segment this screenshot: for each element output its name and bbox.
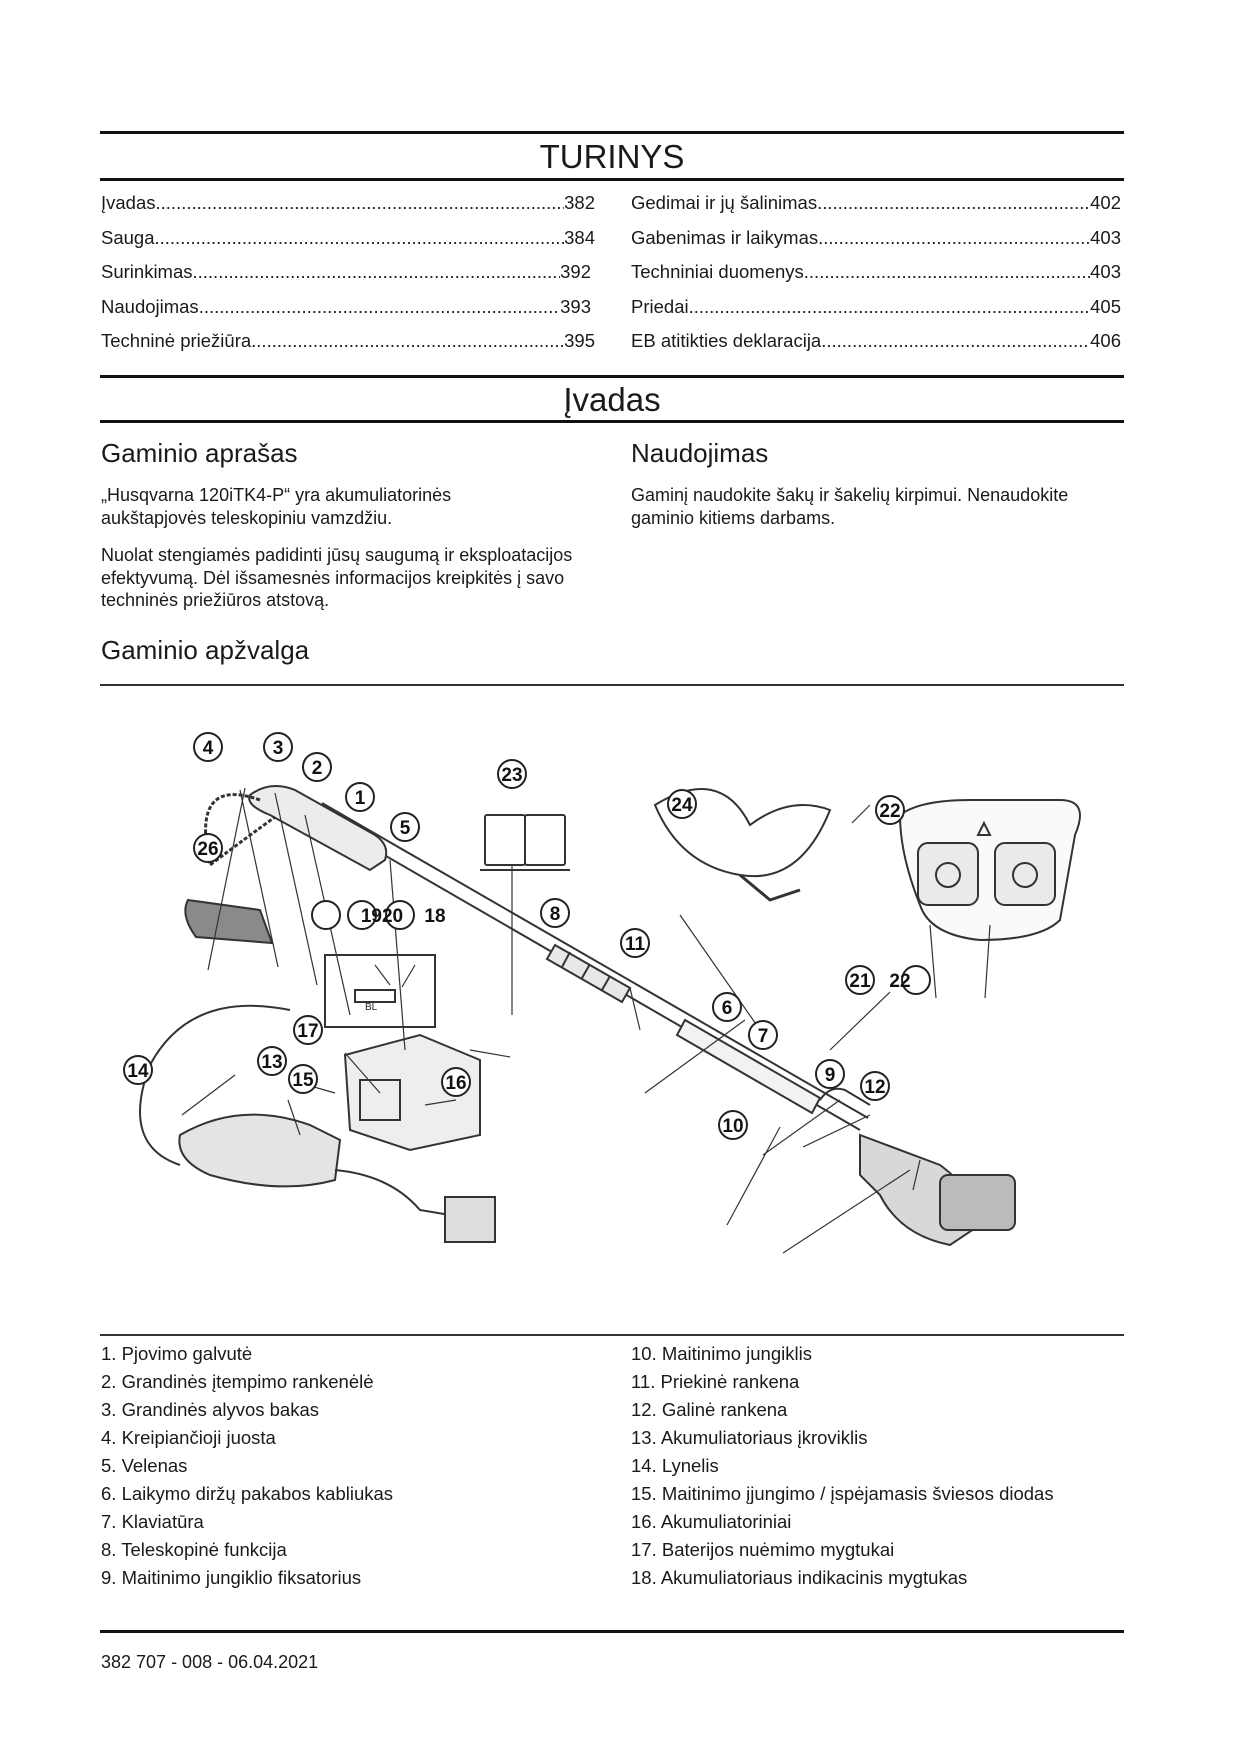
callout-7 bbox=[749, 1021, 777, 1049]
legend-item: 6. Laikymo diržų pakabos kabliukas bbox=[101, 1483, 394, 1504]
legend-right-list bbox=[631, 1340, 1054, 1592]
toc-entry[interactable]: Įvadas ..... 382 bbox=[101, 192, 595, 214]
callout-4 bbox=[194, 733, 222, 761]
callout-18 bbox=[424, 906, 445, 927]
intro-title: Įvadas bbox=[563, 381, 661, 418]
svg-text:3: 3 bbox=[272, 738, 284, 759]
svg-text:17: 17 bbox=[297, 1021, 319, 1042]
svg-text:21: 21 bbox=[849, 971, 871, 992]
bar-cover bbox=[185, 900, 272, 943]
legend-item: 17. Baterijos nuėmimo mygtukai bbox=[631, 1539, 895, 1560]
toc-entry[interactable]: Techninė priežiūra ..... 395 bbox=[101, 330, 595, 352]
toc-entry[interactable]: Surinkimas ..... 392 bbox=[101, 261, 591, 283]
legend-left-list bbox=[101, 1340, 393, 1592]
callout-14 bbox=[124, 1056, 152, 1084]
manual-book-icon bbox=[480, 815, 570, 870]
legend-rule bbox=[100, 1334, 1124, 1336]
callout-17 bbox=[294, 1016, 322, 1044]
svg-text:10: 10 bbox=[722, 1116, 744, 1137]
charger bbox=[179, 1115, 340, 1187]
callout-2 bbox=[303, 753, 331, 781]
callout-5 bbox=[391, 813, 419, 841]
legend-item: 14. Lynelis bbox=[631, 1455, 719, 1476]
legend-item: 8. Teleskopinė funkcija bbox=[101, 1539, 287, 1560]
callout-10 bbox=[719, 1111, 747, 1139]
svg-text:6: 6 bbox=[721, 998, 733, 1019]
legend-item: 13. Akumuliatoriaus įkroviklis bbox=[631, 1427, 868, 1448]
callout-8 bbox=[541, 899, 569, 927]
toc-entry[interactable]: Priedai ..... 405 bbox=[631, 296, 1121, 318]
callout-empty bbox=[312, 901, 340, 929]
product-overview-diagram bbox=[100, 705, 1124, 1305]
intro-top-rule bbox=[100, 375, 1124, 378]
callout-1 bbox=[346, 783, 374, 811]
product-description-paragraph: „Husqvarna 120iTK4-P“ yra akumuliatorinės aukštapjovės teleskopiniu vamzdžiu. bbox=[101, 485, 452, 528]
toc-entry[interactable]: Gedimai ir jų šalinimas ..... 402 bbox=[631, 192, 1121, 214]
toc-bottom-rule bbox=[100, 178, 1124, 181]
callout-24 bbox=[498, 760, 526, 788]
callout-26 bbox=[194, 834, 222, 862]
footer-doc-number: 382 707 - 008 - 06.04.2021 bbox=[101, 1652, 319, 1672]
legend-item: 18. Akumuliatoriaus indikacinis mygtukas bbox=[631, 1567, 968, 1588]
legend-item: 10. Maitinimo jungiklis bbox=[631, 1343, 812, 1364]
callout-3 bbox=[264, 733, 292, 761]
callout-9 bbox=[816, 1060, 844, 1088]
product-description-paragraph: Nuolat stengiamės padidinti jūsų saugumą ir eksploatacijos efektyvumą. Dėl išsamesnės informacijos kreipkitės į savo techninės priežiūros atstovą. bbox=[101, 545, 573, 610]
toc-entry[interactable]: EB atitikties deklaracija ..... 406 bbox=[631, 330, 1121, 352]
callout-6 bbox=[713, 993, 741, 1021]
toc-entry[interactable]: Naudojimas ..... 393 bbox=[101, 296, 591, 318]
rear-battery bbox=[940, 1175, 1015, 1230]
callout-21 bbox=[846, 966, 874, 994]
legend-item: 12. Galinė rankena bbox=[631, 1399, 788, 1420]
toc-entry[interactable]: Techniniai duomenys ..... 403 bbox=[631, 261, 1121, 283]
legend-item: 7. Klaviatūra bbox=[101, 1511, 204, 1532]
svg-text:22: 22 bbox=[879, 801, 901, 822]
svg-text:7: 7 bbox=[757, 1026, 769, 1047]
svg-text:2: 2 bbox=[311, 758, 323, 779]
svg-text:15: 15 bbox=[292, 1070, 314, 1091]
legend-item: 11. Priekinė rankena bbox=[631, 1371, 800, 1392]
callout-15 bbox=[289, 1065, 317, 1093]
svg-text:26: 26 bbox=[197, 839, 219, 860]
legend-item: 1. Pjovimo galvutė bbox=[101, 1343, 253, 1364]
svg-text:23: 23 bbox=[501, 765, 523, 786]
callout-11 bbox=[621, 929, 649, 957]
callout-22 bbox=[889, 966, 930, 994]
svg-text:9: 9 bbox=[824, 1065, 836, 1086]
toc-entry[interactable]: Gabenimas ir laikymas ..... 403 bbox=[631, 227, 1121, 249]
svg-text:4: 4 bbox=[202, 738, 214, 759]
svg-text:1: 1 bbox=[354, 788, 366, 809]
svg-text:16: 16 bbox=[445, 1073, 467, 1094]
svg-text:11: 11 bbox=[624, 934, 646, 955]
svg-text:1920: 1920 bbox=[360, 906, 404, 927]
usage-heading: Naudojimas bbox=[631, 438, 769, 468]
overview-heading: Gaminio apžvalga bbox=[101, 635, 310, 665]
intro-bottom-rule bbox=[100, 420, 1124, 423]
callout-16 bbox=[442, 1068, 470, 1096]
product-description-heading: Gaminio aprašas bbox=[101, 438, 298, 468]
battery-marking: BL bbox=[365, 1002, 378, 1013]
callout-23 bbox=[876, 796, 904, 824]
legend-item: 9. Maitinimo jungiklio fiksatorius bbox=[101, 1567, 362, 1588]
svg-text:18: 18 bbox=[424, 906, 446, 927]
legend-item: 3. Grandinės alyvos bakas bbox=[101, 1399, 320, 1420]
footer-rule bbox=[100, 1630, 1124, 1633]
callout-19-20 bbox=[348, 901, 414, 929]
usage-paragraph: Gaminį naudokite šakų ir šakelių kirpimui. Nenaudokite gaminio kitiems darbams. bbox=[631, 485, 1069, 528]
svg-text:14: 14 bbox=[127, 1061, 149, 1082]
callout-25 bbox=[668, 790, 696, 818]
toc-title: TURINYS bbox=[539, 138, 685, 175]
overview-rule bbox=[100, 684, 1124, 686]
svg-text:13: 13 bbox=[261, 1052, 283, 1073]
charger-output-cable bbox=[335, 1170, 450, 1215]
svg-text:8: 8 bbox=[549, 904, 561, 925]
svg-text:12: 12 bbox=[864, 1077, 886, 1098]
toc-entry[interactable]: Sauga ..... 384 bbox=[101, 227, 595, 249]
callout-13 bbox=[258, 1047, 286, 1075]
callout-12 bbox=[861, 1072, 889, 1100]
svg-text:24: 24 bbox=[671, 795, 693, 816]
legend-item: 5. Velenas bbox=[101, 1455, 188, 1476]
legend-item: 4. Kreipiančioji juosta bbox=[101, 1427, 276, 1448]
legend-item: 16. Akumuliatoriniai bbox=[631, 1511, 792, 1532]
toc-top-rule bbox=[100, 131, 1124, 134]
legend-item: 15. Maitinimo įjungimo / įspėjamasis šviesos diodas bbox=[631, 1483, 1054, 1504]
svg-text:22: 22 bbox=[889, 971, 911, 992]
svg-text:5: 5 bbox=[399, 818, 411, 839]
legend-item: 2. Grandinės įtempimo rankenėlė bbox=[101, 1371, 374, 1392]
